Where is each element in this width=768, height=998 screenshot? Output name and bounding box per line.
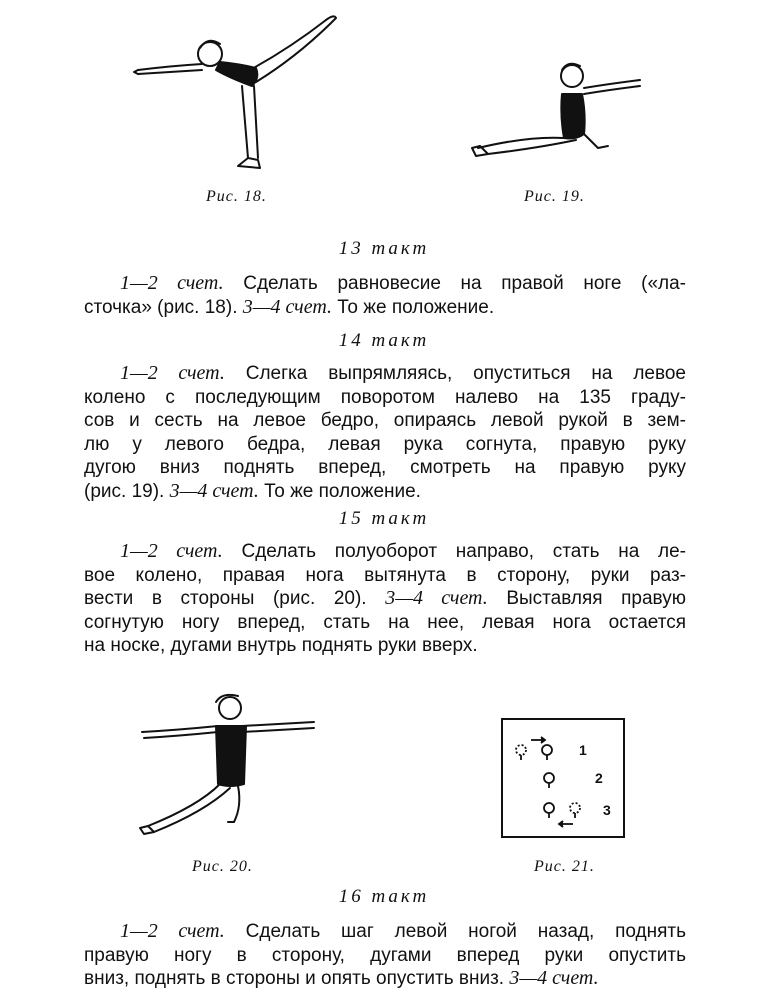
figure-18-caption: Рис. 18. <box>206 188 267 205</box>
section-13-heading: 13 такт <box>338 238 430 259</box>
section-15-text: 1—2 счет. Сделать полуоборот направо, стать на ле- вое колено, правая нога вытянута в сторону, руки раз- вести в стороны (рис. 20). 3—4 счет. Выставляя правую согнутую ногу вперед, стать на нее, левая нога остается на носке, дугами внутрь поднять руки вверх. <box>84 540 686 656</box>
section-16-heading: 16 такт <box>338 886 430 907</box>
section-16-text: 1—2 счет. Сделать шаг левой ногой назад, поднять правую ногу в сторону, дугами вперед руки опустить вниз, поднять в стороны и опять опустить вниз. 3—4 счет. <box>84 920 686 989</box>
formation-label-1: 1 <box>579 742 587 758</box>
section-13-text: 1—2 счет. Сделать равновесие на правой ноге («ла- сточка» (рис. 18). 3—4 счет. То же положение. <box>84 272 686 318</box>
figure-20-kneel-icon <box>138 688 328 838</box>
formation-label-3: 3 <box>603 802 611 818</box>
figure-19-caption: Рис. 19. <box>524 188 585 205</box>
figure-19-seated-icon <box>468 56 658 166</box>
figure-20-caption: Рис. 20. <box>192 858 253 875</box>
formation-diagram-icon <box>503 720 623 836</box>
formation-label-2: 2 <box>595 770 603 786</box>
section-14-heading: 14 такт <box>338 330 430 351</box>
figure-18-arabesque-icon <box>130 8 350 178</box>
figure-21-diagram <box>501 718 625 838</box>
section-14-text: 1—2 счет. Слегка выпрямляясь, опуститься на левое колено с последующим поворотом налево на 135 граду- сов и сесть на левое бедро, опираясь левой рукой в зем- лю у левого бедра, левая рука согнута, правую руку дугою вниз поднять вперед, смотреть на правую руку (рис. 19). 3—4 счет. То же положение. <box>84 362 686 502</box>
section-15-heading: 15 такт <box>338 508 430 529</box>
figure-21-caption: Рис. 21. <box>534 858 595 875</box>
